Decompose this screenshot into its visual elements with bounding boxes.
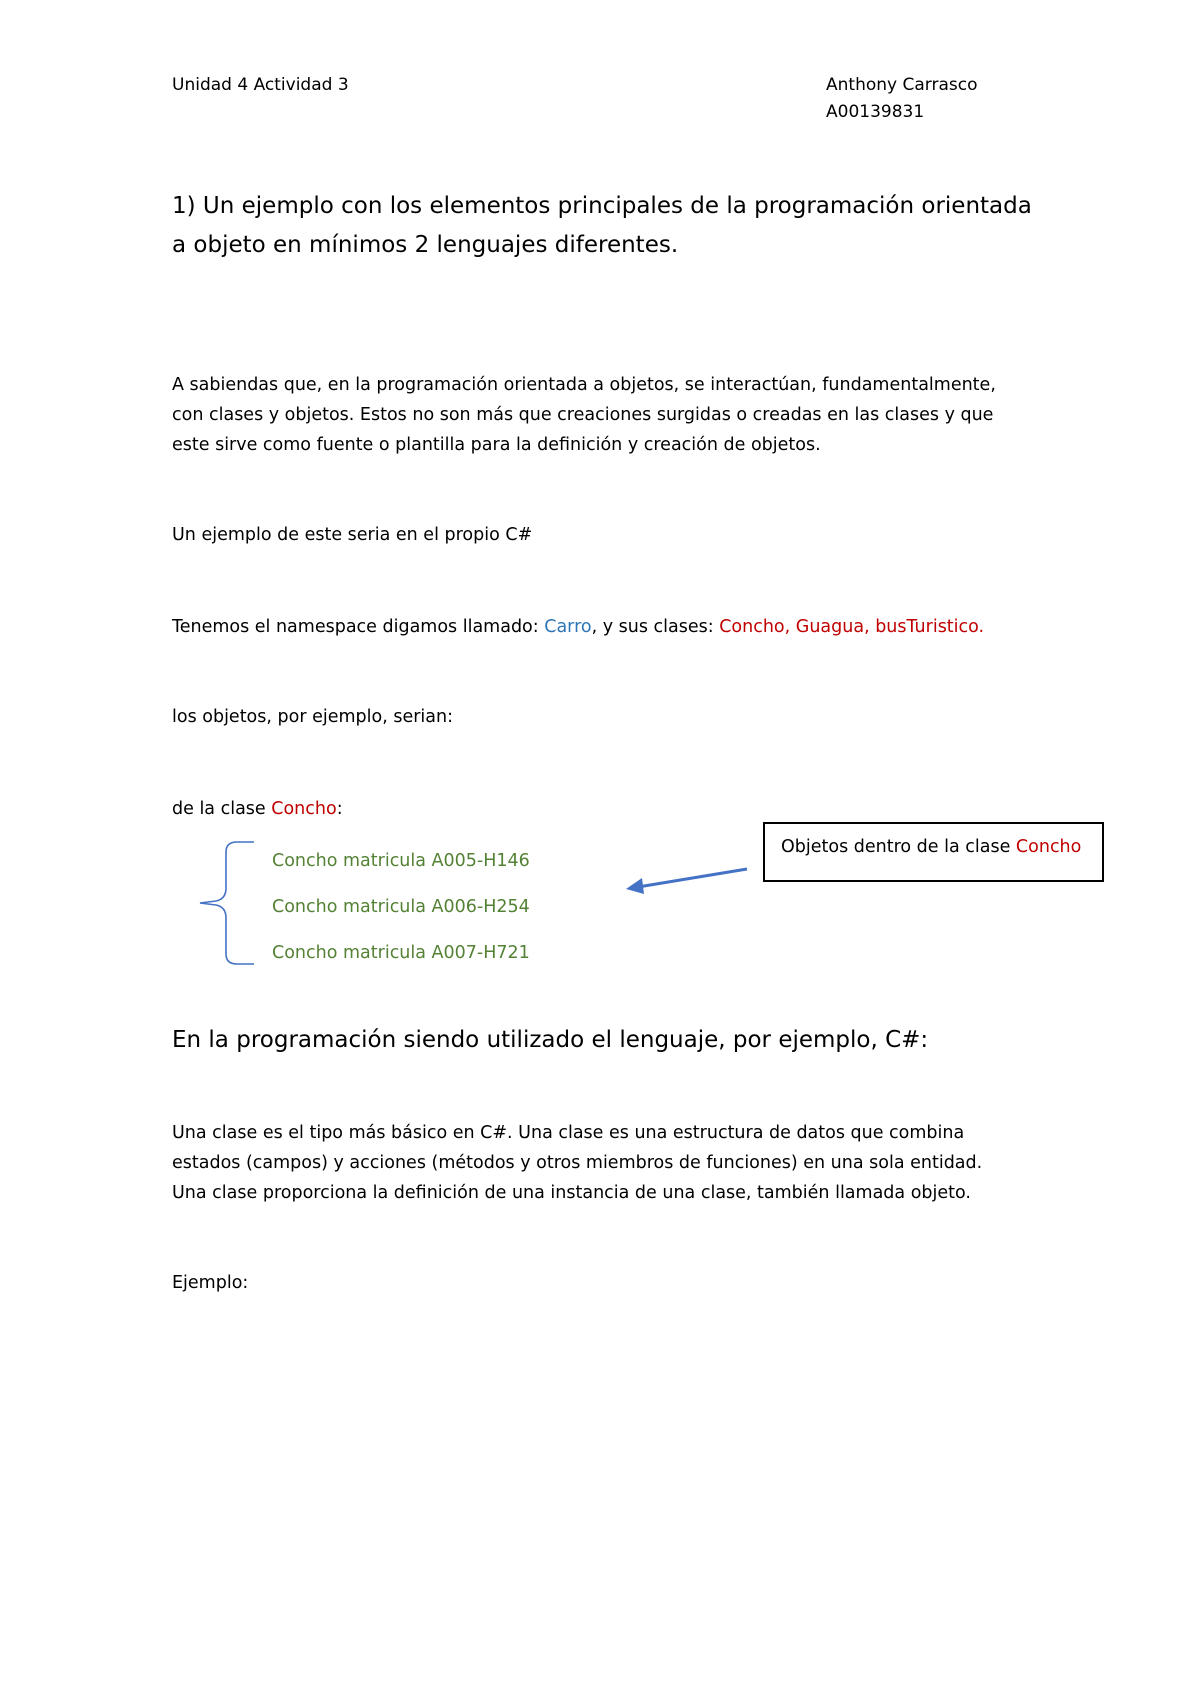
example-label: Ejemplo:: [172, 1273, 249, 1293]
example-intro-line: Un ejemplo de este seria en el propio C#: [172, 525, 533, 545]
header-author-block: [826, 72, 977, 126]
intro-line-2: con clases y objetos. Estos no son más que creaciones surgidas o creadas en las clases y que: [172, 405, 994, 425]
arrow-line: [638, 869, 747, 887]
question-title-line-2: a objeto en mínimos 2 lenguajes diferentes.: [172, 232, 679, 258]
header-activity-title: Unidad 4 Actividad 3: [172, 75, 349, 95]
objects-list: [272, 838, 530, 976]
header-author-name: Anthony Carrasco: [826, 75, 978, 95]
intro-paragraph: [172, 370, 996, 460]
namespace-line-middle: , y sus clases:: [591, 617, 720, 637]
header-student-id: A00139831: [826, 102, 925, 122]
callout-box: [763, 822, 1104, 882]
class-names: Concho, Guagua, busTuristico.: [719, 617, 985, 637]
class-line-suffix: :: [336, 799, 343, 819]
callout-prefix: Objetos dentro de la clase: [781, 837, 1016, 857]
class-line-name: Concho: [271, 799, 337, 819]
curly-brace-shape: [200, 842, 254, 964]
class-definition-line-1: Una clase es el tipo más básico en C#. Una clase es una estructura de datos que combina: [172, 1123, 965, 1143]
namespace-line: [172, 612, 984, 642]
object-item: Concho matricula A007-H721: [272, 943, 530, 963]
section2-title: En la programación siendo utilizado el lenguaje, por ejemplo, C#:: [172, 1027, 929, 1053]
namespace-line-prefix: Tenemos el namespace digamos llamado:: [172, 617, 545, 637]
question-title: [172, 187, 1032, 265]
arrow-head: [626, 878, 644, 894]
intro-line-1: A sabiendas que, en la programación orientada a objetos, se interactúan, fundamentalmente,: [172, 375, 996, 395]
namespace-name: Carro: [544, 617, 592, 637]
callout-class-name: Concho: [1015, 837, 1082, 857]
class-line: [172, 794, 343, 824]
question-title-line-1: 1) Un ejemplo con los elementos principales de la programación orientada: [172, 193, 1032, 219]
intro-line-3: este sirve como fuente o plantilla para la definición y creación de objetos.: [172, 435, 821, 455]
object-item: Concho matricula A006-H254: [272, 897, 530, 917]
object-item: Concho matricula A005-H146: [272, 851, 530, 871]
class-definition-line-2: estados (campos) y acciones (métodos y otros miembros de funciones) en una sola entidad.: [172, 1153, 983, 1173]
objects-intro-line: los objetos, por ejemplo, serian:: [172, 707, 453, 727]
class-definition-paragraph: [172, 1118, 982, 1208]
class-line-prefix: de la clase: [172, 799, 272, 819]
class-definition-line-3: Una clase proporciona la definición de una instancia de una clase, también llamada objeto.: [172, 1183, 971, 1203]
